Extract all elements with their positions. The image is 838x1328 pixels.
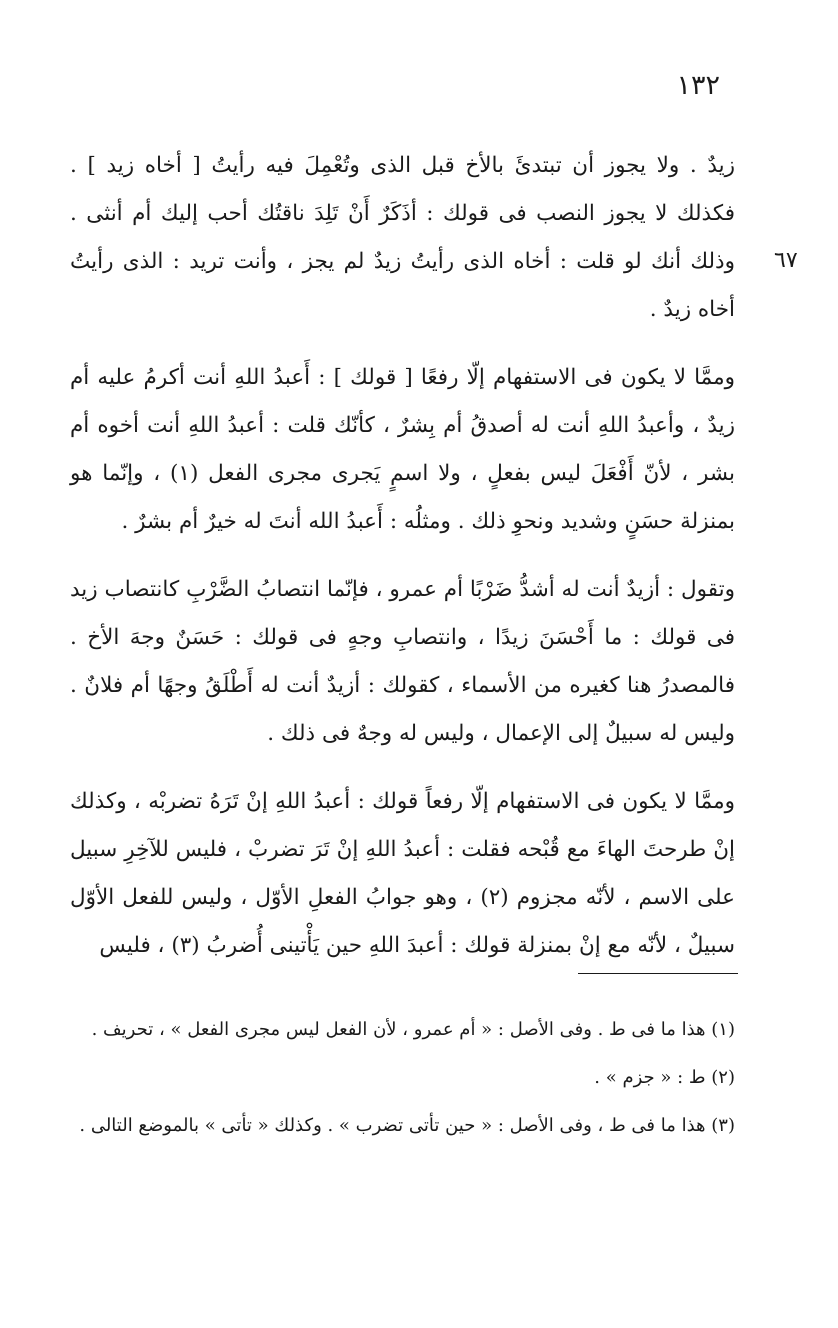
footnote-divider [578, 973, 738, 974]
footnote: (٢) ط : « جزم » . [594, 1067, 735, 1088]
footnote: (٣) هذا ما فى ط ، وفى الأصل : « حين تأتى تضرب » . وكذلك « تأتى » بالموضع التالى . [79, 1115, 735, 1136]
paragraph: وممَّا لا يكون فى الاستفهام إلّا رفعاً قولك : أعبدُ اللهِ إنْ تَرَهُ تضربْه ، وكذلك إنْ طرحتَ الهاءَ مع قُبْحه فقلت : أعبدُ اللهِ إنْ تَرَ تضربْ ، فليس للآخِرِ سبيل على الاسم ، لأنّه مجزوم (٢) ، وهو جوابُ الفعلِ الأوّل ، وليس للفعل الأوّل سبيلٌ ، لأنّه مع إنْ بمنزلة قولك : أعبدَ اللهِ حين يَأْتينى أُضربُ (٣) ، فليس [70, 789, 736, 958]
footnote: (١) هذا ما فى ط . وفى الأصل : « أم عمرو ، لأن الفعل ليس مجرى الفعل » ، تحريف . [91, 1019, 735, 1040]
page-number: ١٣٢ [676, 70, 720, 101]
paragraph: زيدٌ . ولا يجوز أن تبتدئَ بالأخ قبل الذى وتُعْمِلَ فيه رأيتُ [ أخاه زيد ] . فكذلك لا يجوز النصب فى قولك : أذَكَرٌ أَنْ تَلِدَ ناقتُك أحب إليك أم أنثى . وذلك أنك لو قلت : أخاه الذى رأيتُ زيدٌ لم يجز ، وأنت تريد : الذى رأيتُ أخاه زيدٌ . [70, 153, 735, 322]
footnotes [70, 1010, 735, 1154]
main-text [70, 142, 735, 970]
paragraph: وتقول : أزيدٌ أنت له أشدُّ ضَرْبًا أم عمرو ، فإنّما انتصابُ الضَّرْبِ كانتصاب زيد فى قولك : ما أَحْسَنَ زيدًا ، وانتصابِ وجهٍ فى قولك : حَسَنٌ وجهَ الأخ . فالمصدرُ هنا كغيره من الأسماء ، كقولك : أزيدٌ أنت له أَطْلَقُ وجهًا أم فلانٌ . وليس له سبيلٌ إلى الإعمال ، وليس له وجهٌ فى ذلك . [70, 577, 735, 746]
paragraph: وممَّا لا يكون فى الاستفهام إلّا رفعًا [ قولك ] : أَعبدُ اللهِ أنت أكرمُ عليه أم زيدٌ ، وأعبدُ اللهِ أنت له أصدقُ أم بِشرٌ ، كأنّك قلت : أعبدُ اللهِ أنت أخوه أم بشر ، لأنّ أَفْعَلَ ليس بفعلٍ ، ولا اسمٍ يَجرى مجرى الفعل (١) ، وإنّما هو بمنزلة حسَنٍ وشديد ونحوِ ذلك . ومثلُه : أَعبدُ الله أنتَ له خيرٌ أم بشرٌ . [70, 365, 735, 534]
margin-reference-number: ٦٧ [774, 248, 798, 273]
